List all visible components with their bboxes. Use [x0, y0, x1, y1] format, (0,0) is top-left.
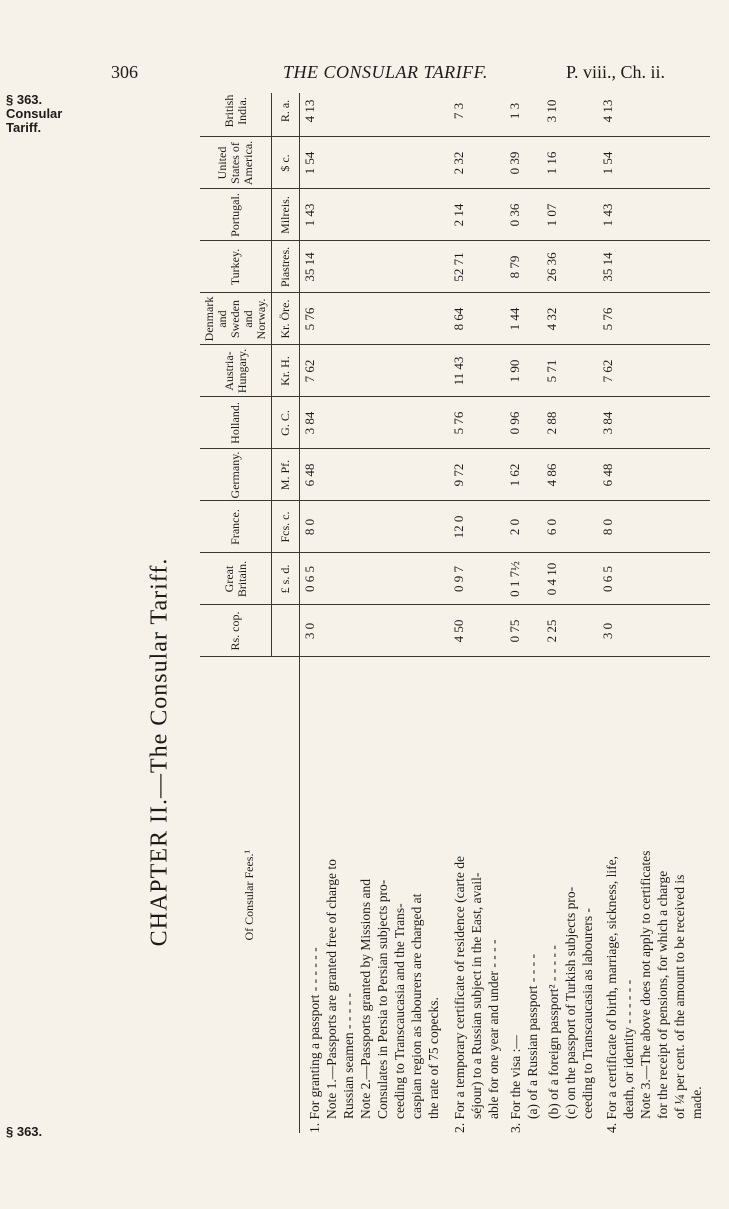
- fee-description: [299, 657, 449, 1133]
- fee-value-text: 1 43: [600, 203, 616, 227]
- fee-value-text: 1 54: [301, 151, 317, 175]
- description-line: séjour) to a Russian subject in the East, avail-: [469, 872, 485, 1119]
- fee-value: [542, 397, 598, 449]
- fee-value: [505, 553, 542, 605]
- description-line: 2. For a temporary certificate of residence (carte de: [452, 856, 468, 1133]
- fee-value: [598, 189, 710, 241]
- fee-value-text: 2 88: [544, 411, 560, 435]
- fee-value: [299, 501, 449, 553]
- fee-value: [598, 449, 710, 501]
- fee-value-text: 1 16: [544, 151, 560, 175]
- fee-value: [299, 553, 449, 605]
- fee-value-text: 12 0: [450, 515, 466, 539]
- currency-name: Turkey.: [200, 241, 272, 293]
- fee-value: [505, 397, 542, 449]
- description-line: Note 1.—Passports are granted free of charge to: [324, 859, 340, 1119]
- running-section: P. viii., Ch. ii.: [566, 62, 666, 82]
- fee-value: [505, 605, 542, 657]
- fee-value-text: 9 72: [450, 463, 466, 487]
- fee-value-text: 1 07: [544, 203, 560, 227]
- fee-value-text: 3 0: [301, 622, 317, 640]
- fee-value-text: 8 64: [450, 307, 466, 331]
- currency-unit: Kr. H.: [272, 345, 299, 397]
- tariff-table: [200, 93, 710, 1133]
- description-line: caspian region as labourers are charged at: [409, 893, 425, 1119]
- description-line: made.: [689, 1086, 705, 1119]
- fee-description: [542, 657, 598, 1133]
- fee-value-text: 0 6 5: [600, 566, 616, 592]
- currency-name: Denmark and Sweden and Norway.: [200, 293, 272, 345]
- fee-value-text: 3 84: [301, 411, 317, 435]
- currency-unit: £ s. d.: [272, 553, 299, 605]
- fee-value-text: 4 86: [544, 463, 560, 487]
- description-line: 1. For granting a passport - - - - - -: [307, 947, 323, 1133]
- fee-value-text: 4 50: [450, 619, 466, 643]
- chapter-heading: [146, 557, 173, 947]
- fee-value: [449, 293, 505, 345]
- fee-value-text: 0 1 7½: [506, 561, 522, 597]
- fee-value: [505, 241, 542, 293]
- currency-name: Portugal.: [200, 189, 272, 241]
- fee-value: [542, 449, 598, 501]
- fee-value: [598, 605, 710, 657]
- currency-name: Holland.: [200, 397, 272, 449]
- tariff-table-rotated: [200, 93, 710, 1133]
- description-line: ceeding to Transcaucasia and the Trans-: [392, 903, 408, 1119]
- currency-unit: [272, 605, 299, 657]
- fee-value: [449, 397, 505, 449]
- fee-value: [449, 93, 505, 137]
- currency-unit: Piastres.: [272, 241, 299, 293]
- fee-description: [449, 657, 505, 1133]
- fee-value-text: 1 3: [506, 102, 522, 120]
- currency-unit: Kr. Öre.: [272, 293, 299, 345]
- fee-value: [449, 189, 505, 241]
- fee-value-text: 6 48: [301, 463, 317, 487]
- currency-name: British India.: [200, 93, 272, 137]
- currency-header-row: [200, 93, 272, 1133]
- fee-value-text: 0 96: [506, 411, 522, 435]
- fee-value: [542, 189, 598, 241]
- fee-value-text: 2 25: [544, 619, 560, 643]
- margin-title: Consular Tariff.: [6, 106, 63, 135]
- fee-value: [598, 293, 710, 345]
- fee-value-text: 1 43: [301, 203, 317, 227]
- fee-value: [542, 137, 598, 189]
- fee-value-text: 7 62: [600, 359, 616, 383]
- currency-unit: R. a.: [272, 93, 299, 137]
- description-line: 3. For the visa :—: [507, 1035, 523, 1133]
- currency-name: Great Britain.: [200, 553, 272, 605]
- description-line: 4. For a certificate of birth, marriage, sickness, life,: [604, 855, 620, 1133]
- fee-value: [505, 293, 542, 345]
- currency-unit: Fcs. c.: [272, 501, 299, 553]
- fee-value: [542, 605, 598, 657]
- fee-value: [299, 293, 449, 345]
- currency-unit: M. Pf.: [272, 449, 299, 501]
- fee-value-text: 0 39: [506, 151, 522, 175]
- fee-value-text: 5 76: [450, 411, 466, 435]
- fee-value: [505, 449, 542, 501]
- fee-description: [598, 657, 710, 1133]
- description-header: Of Consular Fees.¹: [200, 657, 299, 1133]
- fee-value: [299, 189, 449, 241]
- fee-value: [598, 553, 710, 605]
- description-line: (a) of a Russian passport - - - -: [524, 954, 540, 1119]
- fee-value: [542, 293, 598, 345]
- fee-value: [598, 345, 710, 397]
- fee-value: [598, 93, 710, 137]
- fee-value: [542, 345, 598, 397]
- fee-value: [598, 397, 710, 449]
- fee-value-text: 5 71: [544, 359, 560, 383]
- table-row: [598, 93, 710, 1133]
- currency-unit: Milreis.: [272, 189, 299, 241]
- fee-value-text: 5 76: [301, 307, 317, 331]
- fee-description: [505, 657, 542, 1133]
- fee-value: [449, 553, 505, 605]
- running-title: THE CONSULAR TARIFF.: [283, 62, 488, 82]
- description-line: of ¼ per cent. of the amount to be received is: [672, 874, 688, 1119]
- fee-value-text: 2 32: [450, 151, 466, 175]
- table-row: [505, 93, 542, 1133]
- tariff-body: [299, 93, 710, 1133]
- fee-value-text: 35 14: [301, 252, 317, 282]
- fee-value-text: 6 48: [600, 463, 616, 487]
- fee-value: [449, 605, 505, 657]
- fee-value-text: 5 76: [600, 307, 616, 331]
- fee-value: [598, 137, 710, 189]
- fee-value-text: 1 62: [506, 463, 522, 487]
- fee-value: [598, 501, 710, 553]
- fee-value: [505, 345, 542, 397]
- fee-value: [449, 345, 505, 397]
- fee-value-text: 26 36: [544, 252, 560, 282]
- section-number: § 363.: [6, 92, 43, 107]
- description-line: (b) of a foreign passport² - - - - -: [545, 945, 561, 1119]
- fee-value: [505, 137, 542, 189]
- table-row: [449, 93, 505, 1133]
- description-line: death, or identity - - - - - -: [621, 979, 637, 1119]
- fee-value: [542, 241, 598, 293]
- fee-value: [299, 93, 449, 137]
- fee-value-text: 8 0: [600, 518, 616, 536]
- fee-value: [505, 93, 542, 137]
- fee-value-text: 1 44: [506, 307, 522, 331]
- description-line: Note 2.—Passports granted by Missions and: [358, 879, 374, 1119]
- fee-value-text: 8 0: [301, 518, 317, 536]
- section-marker-bottom: § 363.: [6, 1124, 43, 1139]
- description-line: for the receipt of pensions, for which a charge: [655, 870, 671, 1119]
- chapter-heading-text: CHAPTER II.—The Consular Tariff.: [146, 557, 173, 947]
- fee-value: [505, 189, 542, 241]
- fee-value: [598, 241, 710, 293]
- currency-name: Austria-Hungary.: [200, 345, 272, 397]
- description-line: ceeding to Transcaucasia as labourers -: [579, 907, 595, 1119]
- currency-unit: $ c.: [272, 137, 299, 189]
- currency-unit: G. C.: [272, 397, 299, 449]
- fee-value: [299, 345, 449, 397]
- fee-value-text: 1 90: [506, 359, 522, 383]
- description-line: able for one year and under - - - -: [486, 939, 502, 1119]
- page-number: 306: [111, 62, 138, 82]
- fee-value-text: 1 54: [600, 151, 616, 175]
- description-line: Note 3.—The above does not apply to certificates: [638, 850, 654, 1119]
- fee-value: [449, 449, 505, 501]
- fee-value: [449, 501, 505, 553]
- fee-value: [542, 553, 598, 605]
- fee-value: [449, 137, 505, 189]
- fee-value-text: 3 84: [600, 411, 616, 435]
- fee-value: [299, 397, 449, 449]
- fee-value-text: 3 10: [544, 99, 560, 123]
- fee-value: [299, 241, 449, 293]
- fee-value-text: 0 75: [506, 619, 522, 643]
- fee-value-text: 4 32: [544, 307, 560, 331]
- fee-value: [299, 605, 449, 657]
- fee-value-text: 7 62: [301, 359, 317, 383]
- fee-value-text: 8 79: [506, 255, 522, 279]
- currency-name: Germany.: [200, 449, 272, 501]
- currency-name: United States of America.: [200, 137, 272, 189]
- description-line: the rate of 75 copecks.: [426, 997, 442, 1119]
- fee-value-text: 0 6 5: [301, 566, 317, 592]
- currency-name: Rs. cop.: [200, 605, 272, 657]
- fee-value-text: 2 0: [506, 518, 522, 536]
- fee-value-text: 6 0: [544, 518, 560, 536]
- fee-value-text: 4 13: [301, 99, 317, 123]
- fee-value-text: 7 3: [450, 102, 466, 120]
- fee-value: [542, 501, 598, 553]
- fee-value: [299, 137, 449, 189]
- fee-value-text: 4 13: [600, 99, 616, 123]
- fee-value-text: 0 9 7: [450, 566, 466, 592]
- description-line: Consulates in Persia to Persian subjects pro-: [375, 879, 391, 1119]
- fee-value-text: 35 14: [600, 252, 616, 282]
- section-marker-top: [6, 93, 96, 135]
- fee-value-text: 3 0: [600, 622, 616, 640]
- tariff-table-frame: [200, 93, 710, 1133]
- fee-value-text: 0 4 10: [544, 562, 560, 596]
- fee-value: [449, 241, 505, 293]
- table-row: [299, 93, 449, 1133]
- description-line: (c) on the passport of Turkish subjects pro-: [562, 886, 578, 1119]
- fee-value: [299, 449, 449, 501]
- fee-value-text: 0 36: [506, 203, 522, 227]
- fee-value-text: 11 43: [450, 356, 466, 386]
- currency-name: France.: [200, 501, 272, 553]
- description-line: Russian seamen - - - - -: [341, 993, 357, 1119]
- fee-value-text: 2 14: [450, 203, 466, 227]
- table-row: [542, 93, 598, 1133]
- fee-value-text: 52 71: [450, 252, 466, 282]
- fee-value: [505, 501, 542, 553]
- fee-value: [542, 93, 598, 137]
